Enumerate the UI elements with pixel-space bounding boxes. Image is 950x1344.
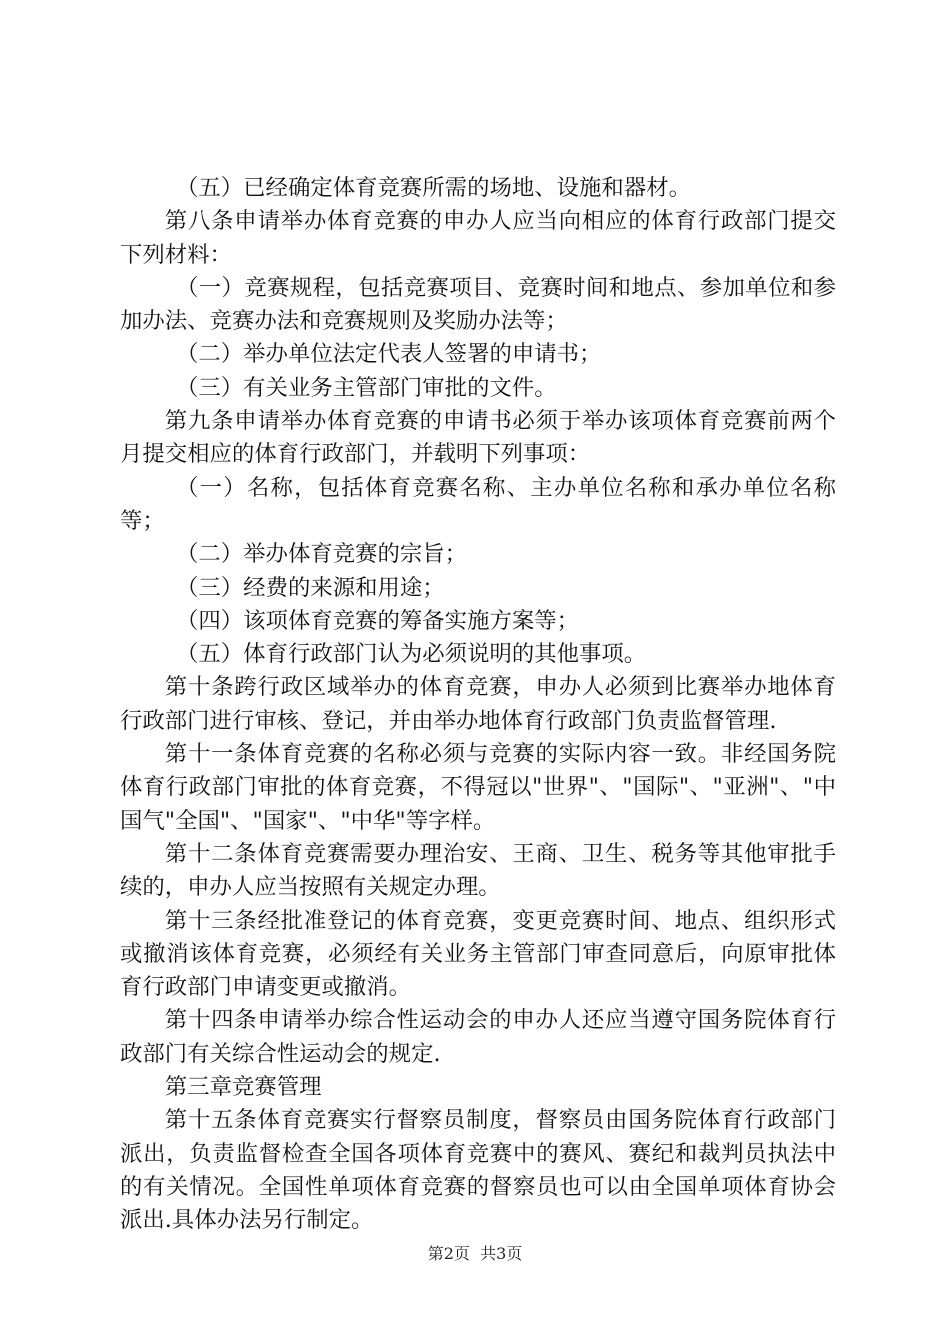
paragraph-article-8: 第八条申请举办体育竞赛的申办人应当向相应的体育行政部门提交下列材料： [120,208,836,268]
paragraph-article-14: 第十四条申请举办综合性运动会的申办人还应当遵守国务院体育行政部门有关综合性运动会的规定. [120,1007,836,1067]
paragraph-item: （三）有关业务主管部门审批的文件。 [176,374,557,401]
paragraph-article-10: 第十条跨行政区域举办的体育竞赛，申办人必须到比赛举办地体育行政部门进行审核、登记，并由举办地体育行政部门负责监督管理. [120,674,836,734]
paragraph-item: （五）体育行政部门认为必须说明的其他事项。 [176,641,647,668]
paragraph-item: （二）举办体育竞赛的宗旨； [176,541,468,568]
paragraph-item: （五）已经确定体育竞赛所需的场地、设施和器材。 [176,175,691,201]
paragraph-item: （四）该项体育竞赛的筹备实施方案等； [176,607,580,634]
paragraph-article-12: 第十二条体育竞赛需要办理治安、王商、卫生、税务等其他审批手续的，申办人应当按照有关规定办理。 [120,840,836,901]
chapter-heading: 第三章竞赛管理 [164,1074,322,1101]
page-number-footer: 第2页 共3页 [427,1244,523,1263]
paragraph-item: （一）名称，包括体育竞赛名称、主办单位名称和承办单位名称等； [120,474,836,534]
paragraph-item: （一）竞赛规程，包括竞赛项目、竞赛时间和地点、参加单位和参加办法、竞赛办法和竞赛规则及奖励办法等； [120,274,836,335]
paragraph-article-13: 第十三条经批准登记的体育竞赛，变更竞赛时间、地点、组织形式或撤消该体育竞赛，必须经有关业务主管部门审查同意后，向原审批体育行政部门申请变更或撤消。 [120,907,836,1001]
paragraph-article-9: 第九条申请举办体育竞赛的申请书必须于举办该项体育竞赛前两个月提交相应的体育行政部门，并载明下列事项： [120,408,836,468]
paragraph-item: （二）举办单位法定代表人签署的申请书； [176,341,602,368]
document-body [120,172,836,1238]
paragraph-item: （三）经费的来源和用途； [176,574,445,601]
paragraph-article-11: 第十一条体育竞赛的名称必须与竞赛的实际内容一致。非经国务院体育行政部门审批的体育竞赛，不得冠以"世界"、"国际"、"亚洲"、"中国气"全国"、"国家"、"中华"等字样。 [120,741,836,834]
paragraph-article-15: 第十五条体育竞赛实行督察员制度，督察员由国务院体育行政部门派出，负责监督检查全国各项体育竞赛中的赛风、赛纪和裁判员执法中的有关情况。全国性单项体育竞赛的督察员也可以由全国单项体育协会派出.具体办法另行制定。 [120,1107,836,1234]
